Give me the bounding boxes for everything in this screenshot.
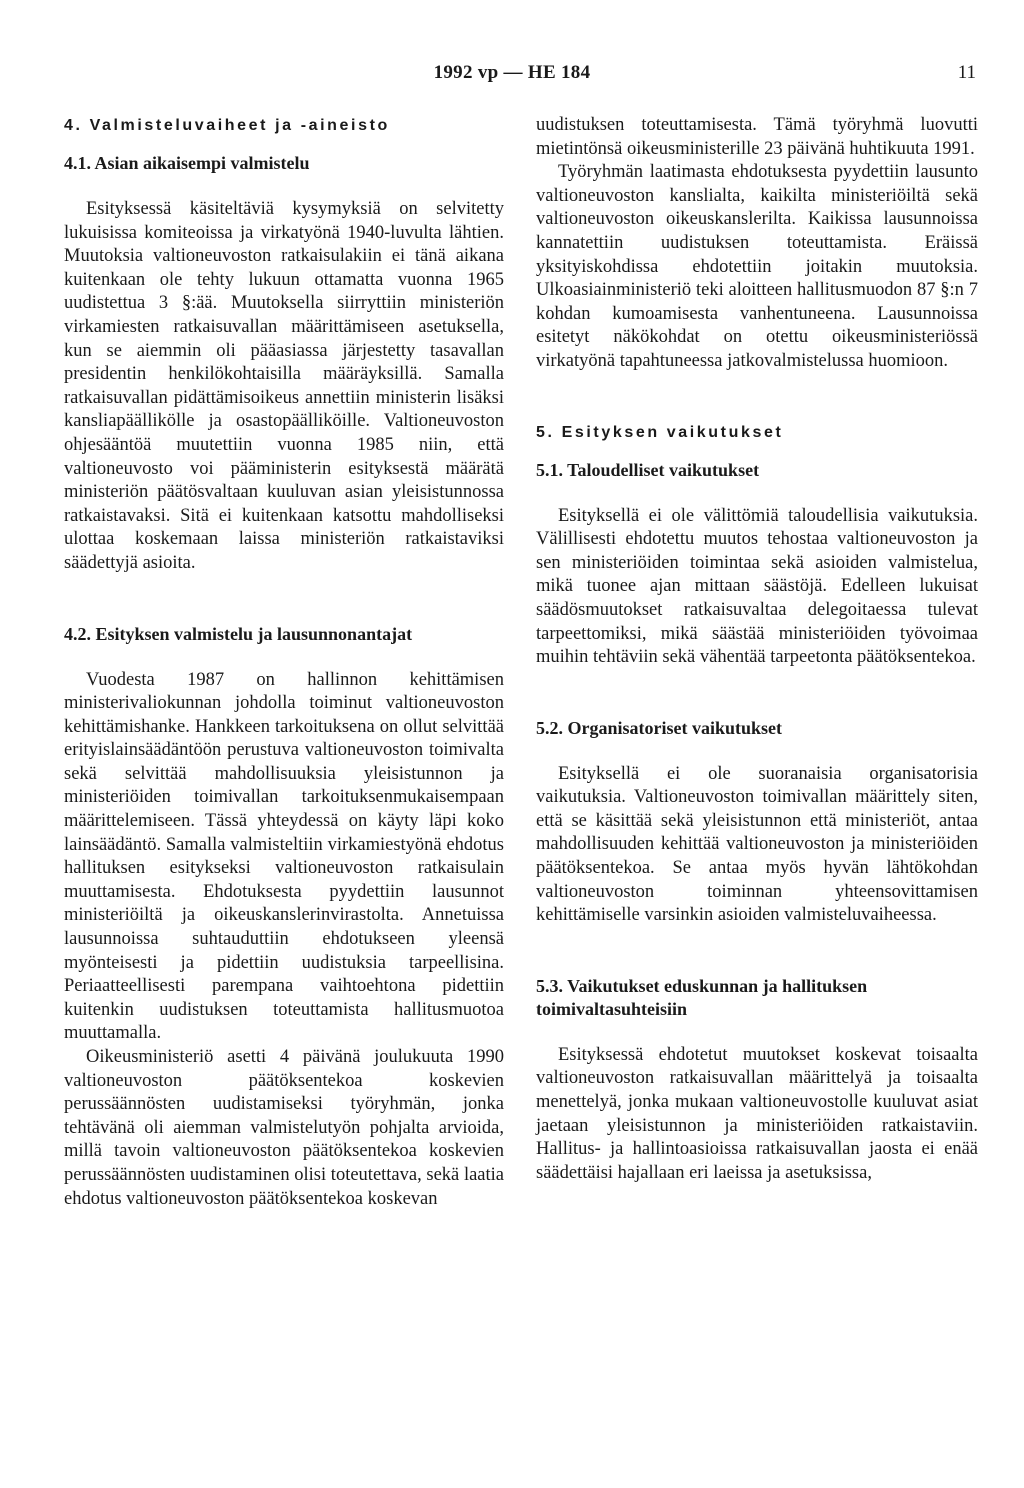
subsection-5-3-heading: 5.3. Vaikutukset eduskunnan ja hallituksen toimivaltasuhteisiin: [536, 975, 868, 1019]
subsection-4-2-heading: 4.2. Esityksen valmistelu ja lausunnonantajat: [64, 623, 413, 644]
page-header: [0, 62, 1024, 90]
subsection-5-2-heading: 5.2. Organisatoriset vaikutukset: [536, 717, 783, 738]
statements-paragraph: Työryhmän laatimasta ehdotuksesta pyydettiin lausunto valtioneuvoston kanslialta, kaikilta ministeriöiltä sekä valtioneuvoston oikeuskanslerilta. Kaikissa lausunnoissa kannatettiin uudistuksen toteuttamista. Eräissä yksityiskohdissa ehdotettiin joitakin muutoksia. Ulkoasiainministeriö teki aloitteen hallitusmuodon 87 §:n 7 kohdan kumoamisesta vanhentuneena. Lausunnoissa esitetyt näkökohdat on otettu oikeusministeriössä virkatyönä tapahtuneessa jatkovalmistelussa huomioon.: [536, 162, 978, 371]
right-column: [536, 114, 978, 1185]
page-number: 11: [957, 62, 976, 83]
document-identifier: 1992 vp — HE 184: [433, 62, 591, 83]
section-4-heading: 4. Valmisteluvaiheet ja -aineisto: [64, 117, 390, 134]
section-5-heading: 5. Esityksen vaikutukset: [536, 423, 784, 441]
subsection-5-2-paragraph: Esityksellä ei ole suoranaisia organisatorisia vaikutuksia. Valtioneuvoston toimivallan määrittely siten, että se käsittää sekä yleisistunnon että ministeriöt, antaa mahdollisuuden kehittää valtioneuvoston ja ministeriöiden päätöksentekoa. Se antaa myös hyvän lähtökohdan valtioneuvoston toiminnan yhteensovittamisen kehittämiselle varsinkin asioiden valmisteluvaiheessa.: [536, 763, 978, 926]
subsection-4-1-paragraph-1: Esityksessä käsiteltäviä kysymyksiä on selvitetty lukuisissa komiteoissa ja virkatyönä 1940-luvulta lähtien. Muutoksia valtioneuvoston ratkaisulakiin ei tänä aikana kuitenkaan ole tehty lukuun ottamatta vuonna 1965 uudistettua 3 §:ää. Muutoksella siirryttiin ministeriön virkamiesten ratkaisuvallan määrittämiseen asetuksella, kun se aiemmin oli pääasiassa järjestetty tasavallan presidentin henkilökohtaisilla määräyksillä. Samalla ratkaisuvallan pidättämisoikeus annettiin ministerin lisäksi kansliapäällikölle ja osastopäälliköille. Valtioneuvoston ohjesääntöä muutettiin vuonna 1985 niin, että valtioneuvosto voi pääministerin esityksestä määrätä ministeriön päätösvaltaan kuuluvan asian yleisistunnossa ratkaistavaksi. Sitä ei kuitenkaan katsottu mahdolliseksi ulottaa koskemaan laissa ministeriön ratkaistaviksi säädettyjä asioita.: [64, 199, 504, 573]
subsection-4-2-paragraph-2: Oikeusministeriö asetti 4 päivänä joulukuuta 1990 valtioneuvoston päätöksentekoa koskevien perussäännösten uudistamiseksi työryhmän, jonka tehtävänä oli aiemman valmistelutyön pohjalta arvioida, millä tavoin valtioneuvoston päätöksentekoa koskevien perussäännösten uudistaminen olisi toteutettava, sekä laatia ehdotus valtioneuvoston päätöksentekoa koskevan: [64, 1047, 504, 1209]
subsection-5-3-paragraph: Esityksessä ehdotetut muutokset koskevat toisaalta valtioneuvoston ratkaisuvallan määrittelyä ja toisaalta menettelyä, jonka mukaan valtioneuvostolle kuuluvat asiat jaetaan yleisistunnon ja ministeriöiden ratkaistaviin. Hallitus- ja hallintoasioissa ratkaisuvallan jaosta ei enää säädettäisi hajallaan eri laeissa ja asetuksissa,: [536, 1044, 978, 1183]
continued-paragraph: uudistuksen toteuttamisesta. Tämä työryhmä luovutti mietintönsä oikeusministerille 23 päivänä huhtikuuta 1991.: [536, 115, 978, 159]
subsection-5-1-heading: 5.1. Taloudelliset vaikutukset: [536, 459, 760, 480]
subsection-4-2-paragraph-1: Vuodesta 1987 on hallinnon kehittämisen ministerivaliokunnan johdolla toiminut valtioneuvoston kehittämishanke. Hankkeen tarkoituksena on ollut selvittää erityislainsäädäntöön perustuva valtioneuvoston toimivalta sekä selvittää mahdollisuuksia yleisistunnon ja ministeriöiden toimivallan tarkoituksenmukaisempaan määrittelemiseen. Tässä yhteydessä on käyty läpi koko lainsäädäntö. Samalla valmisteltiin virkamiestyönä ehdotus hallituksen esitykseksi valtioneuvoston ratkaisulain muuttamisesta. Ehdotuksesta pyydettiin lausunnot ministeriöiltä ja oikeuskanslerinvirastolta. Annetuissa lausunnoissa suhtauduttiin ehdotukseen yleensä myönteisesti ja pidettiin uudistuksia tarpeellisina. Periaatteellisesti parempana vaihtoehtona pidettiin kuitenkin uudistuksen toteuttamista hallitusmuotoa muuttamalla.: [64, 669, 504, 1044]
left-column: [64, 114, 504, 1211]
subsection-5-1-paragraph: Esityksellä ei ole välittömiä taloudellisia vaikutuksia. Välillisesti ehdotettu muutos tehostaa valtioneuvoston ja sen ministeriöiden toimintaa sekä asioiden valmistelua, mikä tuonee ajan mittaan säästöjä. Edelleen lukuisat säädösmuutokset ratkaisuvaltaa delegoitaessa tulevat tarpeettomiksi, mikä säästää ministeriöiden työvoimaa muihin tehtäviin sekä vähentää tarpeetonta päätöksentekoa.: [536, 505, 978, 668]
subsection-4-1-heading: 4.1. Asian aikaisempi valmistelu: [64, 153, 310, 173]
